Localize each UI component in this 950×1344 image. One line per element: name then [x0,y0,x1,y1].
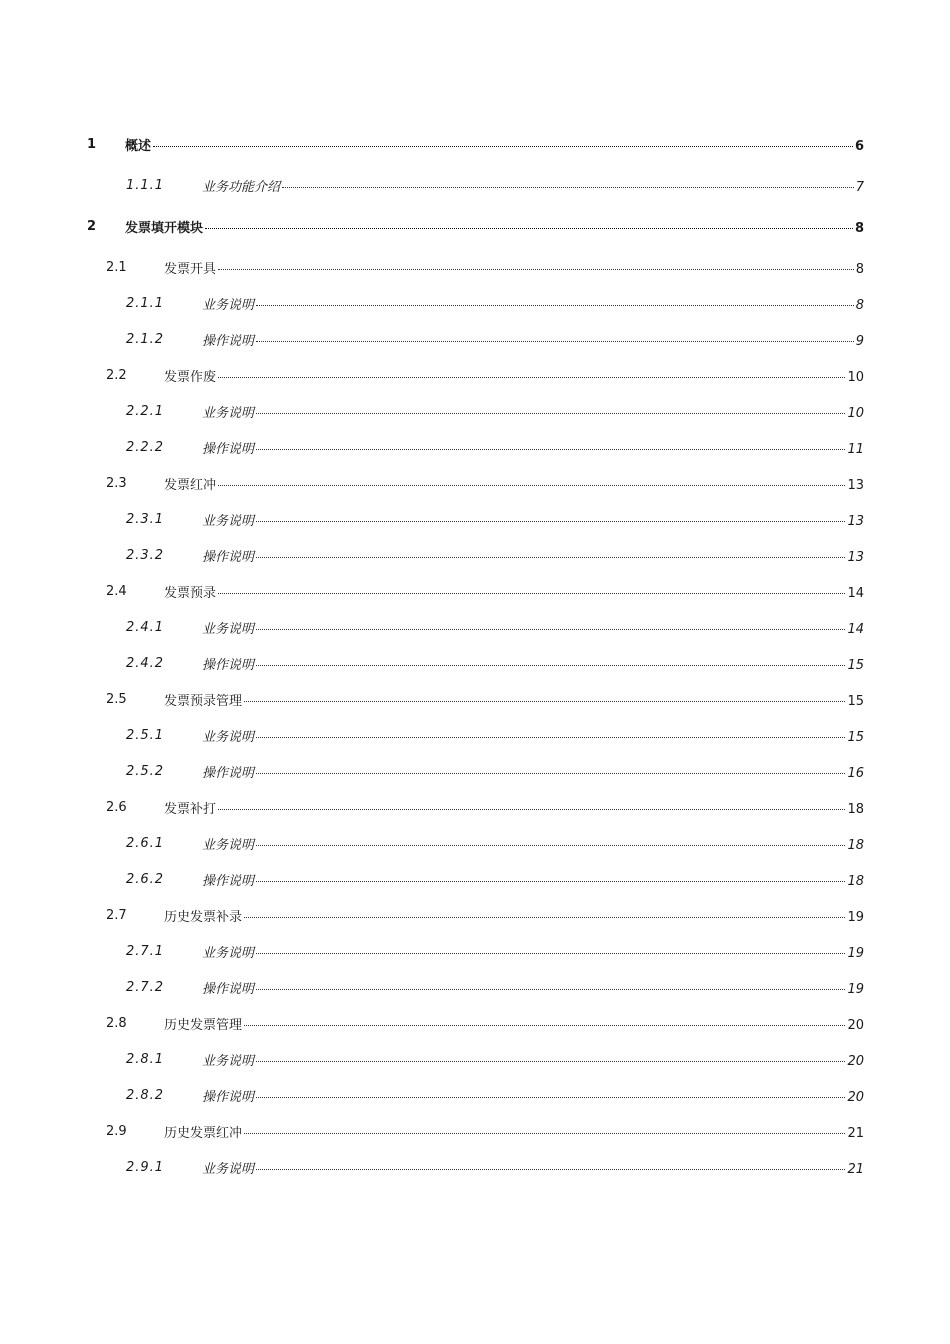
toc-leader-dots [153,146,853,147]
toc-entry-number: 2.5.1 [126,727,165,743]
toc-entry-number: 2.9 [106,1123,127,1139]
toc-entry[interactable] [0,501,950,537]
toc-entry-line [202,1158,864,1177]
toc-entry-number: 2.4.1 [126,619,165,635]
toc-entry-number: 2.4 [106,583,127,599]
toc-leader-dots [256,845,845,846]
toc-entry-title: 操作说明 [202,873,255,889]
toc-entry-title: 业务说明 [202,1161,255,1177]
toc-entry-title: 发票预录 [164,585,217,601]
toc-entry-title: 发票开具 [164,261,217,277]
toc-entry-number: 2.8 [106,1015,127,1031]
toc-entry-page-number: 16 [847,765,864,781]
toc-entry-title: 发票红冲 [164,477,217,493]
toc-entry[interactable] [0,1149,950,1185]
toc-entry[interactable] [0,537,950,573]
toc-leader-dots [282,187,854,188]
toc-entry-title: 发票填开模块 [125,220,204,236]
toc-leader-dots [256,629,845,630]
toc-entry-number: 2.3.1 [126,511,165,527]
toc-entry-page-number: 20 [847,1017,864,1033]
toc-entry-page-number: 7 [855,179,864,195]
toc-entry[interactable] [0,1005,950,1041]
toc-leader-dots [218,809,845,810]
toc-entry-line [202,654,864,673]
toc-entry-line [202,510,864,529]
toc-entry-line [202,176,864,195]
toc-entry-number: 2.6.2 [126,871,165,887]
toc-entry-title: 业务说明 [202,513,255,529]
toc-entry-line [202,834,864,853]
table-of-contents [0,121,950,1185]
toc-entry-line [202,726,864,745]
toc-leader-dots [218,593,845,594]
toc-leader-dots [256,989,845,990]
toc-entry[interactable] [0,203,950,249]
toc-entry-title: 操作说明 [202,981,255,997]
toc-entry-title: 业务说明 [202,837,255,853]
toc-leader-dots [244,1133,845,1134]
toc-entry[interactable] [0,681,950,717]
toc-entry-number: 2.6 [106,799,127,815]
toc-entry-line [164,690,864,709]
toc-entry-page-number: 14 [847,585,864,601]
toc-entry-title: 历史发票补录 [164,909,243,925]
toc-entry-line [202,294,864,313]
toc-entry-title: 历史发票红冲 [164,1125,243,1141]
toc-entry[interactable] [0,861,950,897]
toc-entry[interactable] [0,249,950,285]
toc-entry-title: 业务说明 [202,405,255,421]
toc-entry-line [202,546,864,565]
toc-entry[interactable] [0,609,950,645]
toc-entry-page-number: 21 [847,1161,864,1177]
toc-entry-line [202,870,864,889]
toc-entry[interactable] [0,167,950,203]
toc-entry-number: 1 [87,136,97,152]
toc-entry-page-number: 8 [854,220,864,236]
toc-entry-title: 操作说明 [202,657,255,673]
toc-entry-line [164,474,864,493]
toc-entry-number: 2.5 [106,691,127,707]
toc-entry-number: 2.2.1 [126,403,165,419]
toc-entry-line [125,135,864,154]
toc-entry-line [164,258,864,277]
toc-entry-title: 历史发票管理 [164,1017,243,1033]
toc-leader-dots [218,485,845,486]
toc-entry-number: 2.1 [106,259,127,275]
toc-entry-line [125,217,864,236]
toc-entry-page-number: 13 [847,513,864,529]
toc-entry-title: 发票预录管理 [164,693,243,709]
toc-entry-number: 2.2 [106,367,127,383]
toc-entry-page-number: 20 [847,1053,864,1069]
toc-leader-dots [256,881,845,882]
toc-entry-page-number: 19 [847,945,864,961]
toc-entry-line [202,762,864,781]
toc-leader-dots [256,773,845,774]
toc-leader-dots [256,665,845,666]
toc-entry-line [164,1014,864,1033]
toc-entry[interactable] [0,789,950,825]
toc-entry-page-number: 15 [847,693,864,709]
toc-entry-page-number: 8 [855,297,864,313]
toc-entry-line [164,1122,864,1141]
toc-entry-title: 操作说明 [202,1089,255,1105]
toc-entry-page-number: 19 [847,981,864,997]
toc-entry-line [202,618,864,637]
toc-entry-number: 2.7.2 [126,979,165,995]
toc-leader-dots [256,449,845,450]
toc-entry-title: 操作说明 [202,333,255,349]
toc-entry-title: 操作说明 [202,441,255,457]
toc-entry[interactable] [0,933,950,969]
toc-entry-page-number: 18 [847,873,864,889]
toc-entry[interactable] [0,429,950,465]
toc-entry-page-number: 21 [847,1125,864,1141]
toc-entry-title: 发票补打 [164,801,217,817]
toc-leader-dots [218,269,854,270]
toc-entry[interactable] [0,321,950,357]
toc-leader-dots [256,1169,845,1170]
toc-entry-line [202,330,864,349]
toc-leader-dots [256,737,845,738]
toc-entry-title: 发票作废 [164,369,217,385]
toc-entry-number: 2.9.1 [126,1159,165,1175]
toc-entry-page-number: 15 [847,657,864,673]
toc-entry[interactable] [0,573,950,609]
toc-leader-dots [256,521,845,522]
toc-entry-number: 2.8.1 [126,1051,165,1067]
toc-entry-page-number: 14 [847,621,864,637]
toc-entry-page-number: 18 [847,801,864,817]
toc-entry-page-number: 10 [847,405,864,421]
toc-entry-number: 2.4.2 [126,655,165,671]
toc-entry-number: 2.5.2 [126,763,165,779]
toc-leader-dots [256,1097,845,1098]
toc-entry-title: 业务说明 [202,729,255,745]
toc-leader-dots [256,305,854,306]
toc-entry-page-number: 6 [854,138,864,154]
toc-leader-dots [244,1025,845,1026]
toc-entry-line [202,978,864,997]
toc-entry-title: 业务功能介绍 [202,179,281,195]
toc-entry-number: 2.3.2 [126,547,165,563]
toc-entry[interactable] [0,1113,950,1149]
toc-entry-number: 2.8.2 [126,1087,165,1103]
toc-entry[interactable] [0,465,950,501]
toc-entry[interactable] [0,753,950,789]
toc-entry-number: 2.6.1 [126,835,165,851]
toc-entry[interactable] [0,357,950,393]
toc-leader-dots [256,557,845,558]
toc-entry-page-number: 11 [847,441,864,457]
toc-entry-line [164,798,864,817]
toc-entry[interactable] [0,717,950,753]
toc-entry-line [164,906,864,925]
toc-leader-dots [256,953,845,954]
toc-entry[interactable] [0,1041,950,1077]
toc-entry-line [202,1086,864,1105]
toc-entry-page-number: 10 [847,369,864,385]
toc-entry[interactable] [0,285,950,321]
toc-entry-line [202,942,864,961]
toc-entry-page-number: 13 [847,549,864,565]
toc-entry-line [164,366,864,385]
toc-entry[interactable] [0,969,950,1005]
toc-entry-number: 2.7 [106,907,127,923]
toc-entry-title: 操作说明 [202,765,255,781]
toc-entry[interactable] [0,645,950,681]
toc-entry-page-number: 18 [847,837,864,853]
toc-entry-number: 2.2.2 [126,439,165,455]
toc-entry-title: 业务说明 [202,1053,255,1069]
toc-entry[interactable] [0,897,950,933]
toc-leader-dots [244,701,845,702]
toc-entry-page-number: 15 [847,729,864,745]
toc-entry[interactable] [0,393,950,429]
toc-entry-title: 业务说明 [202,297,255,313]
toc-entry[interactable] [0,121,950,167]
toc-entry-title: 业务说明 [202,945,255,961]
toc-entry-page-number: 20 [847,1089,864,1105]
toc-entry[interactable] [0,1077,950,1113]
toc-entry[interactable] [0,825,950,861]
toc-entry-line [202,402,864,421]
toc-entry-page-number: 8 [855,261,864,277]
toc-entry-page-number: 19 [847,909,864,925]
toc-leader-dots [256,1061,845,1062]
toc-entry-title: 业务说明 [202,621,255,637]
toc-leader-dots [256,413,845,414]
toc-entry-page-number: 13 [847,477,864,493]
toc-leader-dots [244,917,845,918]
toc-entry-number: 2.1.1 [126,295,165,311]
toc-entry-number: 2.3 [106,475,127,491]
toc-entry-number: 1.1.1 [126,177,165,193]
toc-entry-page-number: 9 [855,333,864,349]
toc-entry-line [202,1050,864,1069]
toc-entry-number: 2.1.2 [126,331,165,347]
toc-entry-line [164,582,864,601]
toc-entry-number: 2 [87,218,97,234]
toc-leader-dots [256,341,854,342]
toc-entry-title: 概述 [125,138,152,154]
toc-leader-dots [218,377,845,378]
toc-leader-dots [205,228,853,229]
toc-entry-line [202,438,864,457]
toc-entry-title: 操作说明 [202,549,255,565]
toc-entry-number: 2.7.1 [126,943,165,959]
